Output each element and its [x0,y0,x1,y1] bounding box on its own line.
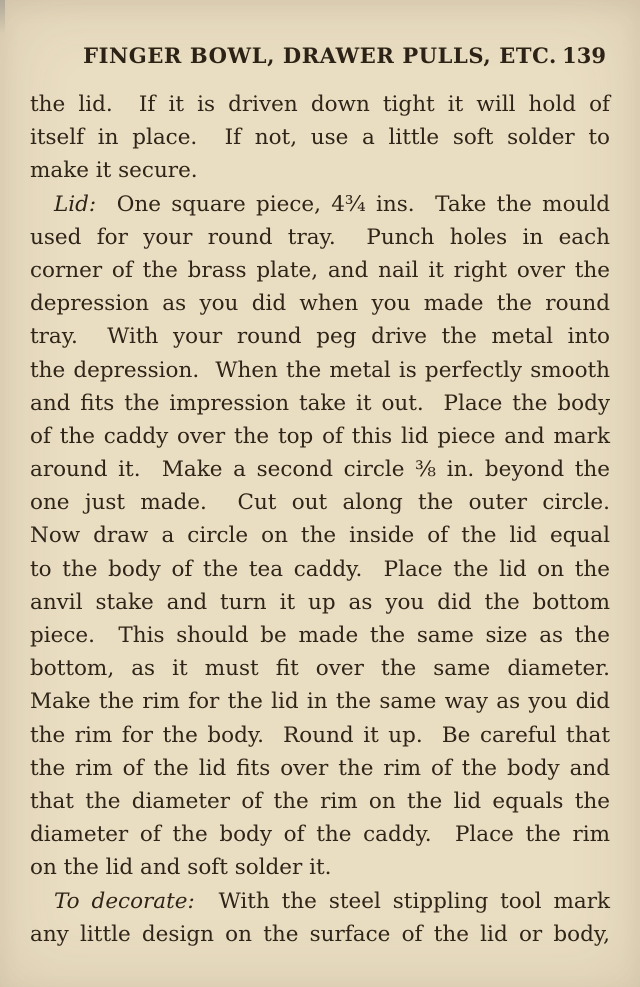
text-line: make it secure. [30,158,198,184]
italic-lead: Lid: [54,191,97,217]
text-line: diameter of the body of the caddy. Place the rim [30,822,610,848]
text-line: bottom, as it must fit over the same diameter. [30,656,610,682]
running-header [30,42,610,70]
text-line: Lid: One square piece, 4¾ ins. Take the mould [54,191,610,217]
text-line: To decorate: With the steel stippling tool mark [54,888,611,914]
text-line: the rim of the lid fits over the rim of the body and [30,755,610,781]
text-line: depression as you did when you made the round [30,291,610,317]
text-line: piece. This should be made the same size as the [30,623,610,648]
text-line: anvil stake and turn it up as you did the bottom [30,589,610,615]
text-line: that the diameter of the rim on the lid equals the [30,788,610,814]
text-line: tray. With your round peg drive the metal into [30,324,610,350]
text-line: used for your round tray. Punch holes in each [30,224,610,250]
text-line: itself in place. If not, use a little soft solder to [30,125,610,151]
text-line: the lid. If it is driven down tight it will hold of [30,92,610,117]
text-line: any little design on the surface of the lid or body, [30,921,610,947]
italic-lead: To decorate: [54,888,195,914]
page-body [30,88,610,951]
text-line: and fits the impression take it out. Place the body [30,390,610,416]
text-line: to the body of the tea caddy. Place the lid on the [30,556,610,582]
text-line: of the caddy over the top of this lid piece and mark [30,423,610,449]
page-number: 139 [562,43,606,68]
scan-edge-artifact [0,0,5,34]
text-line: the rim for the body. Round it up. Be careful that [30,722,610,748]
text-line: Make the rim for the lid in the same way as you did [30,689,610,715]
chapter-title: FINGER BOWL, DRAWER PULLS, ETC. [83,43,557,68]
text-line: corner of the brass plate, and nail it right over the [30,257,610,283]
text-line: one just made. Cut out along the outer circle. [30,490,610,516]
text-line: around it. Make a second circle ⅜ in. beyond the [30,457,610,483]
text-line: the depression. When the metal is perfectly smooth [30,357,610,383]
text-line: Now draw a circle on the inside of the lid equal [30,523,610,549]
text-line: on the lid and soft solder it. [30,855,332,881]
